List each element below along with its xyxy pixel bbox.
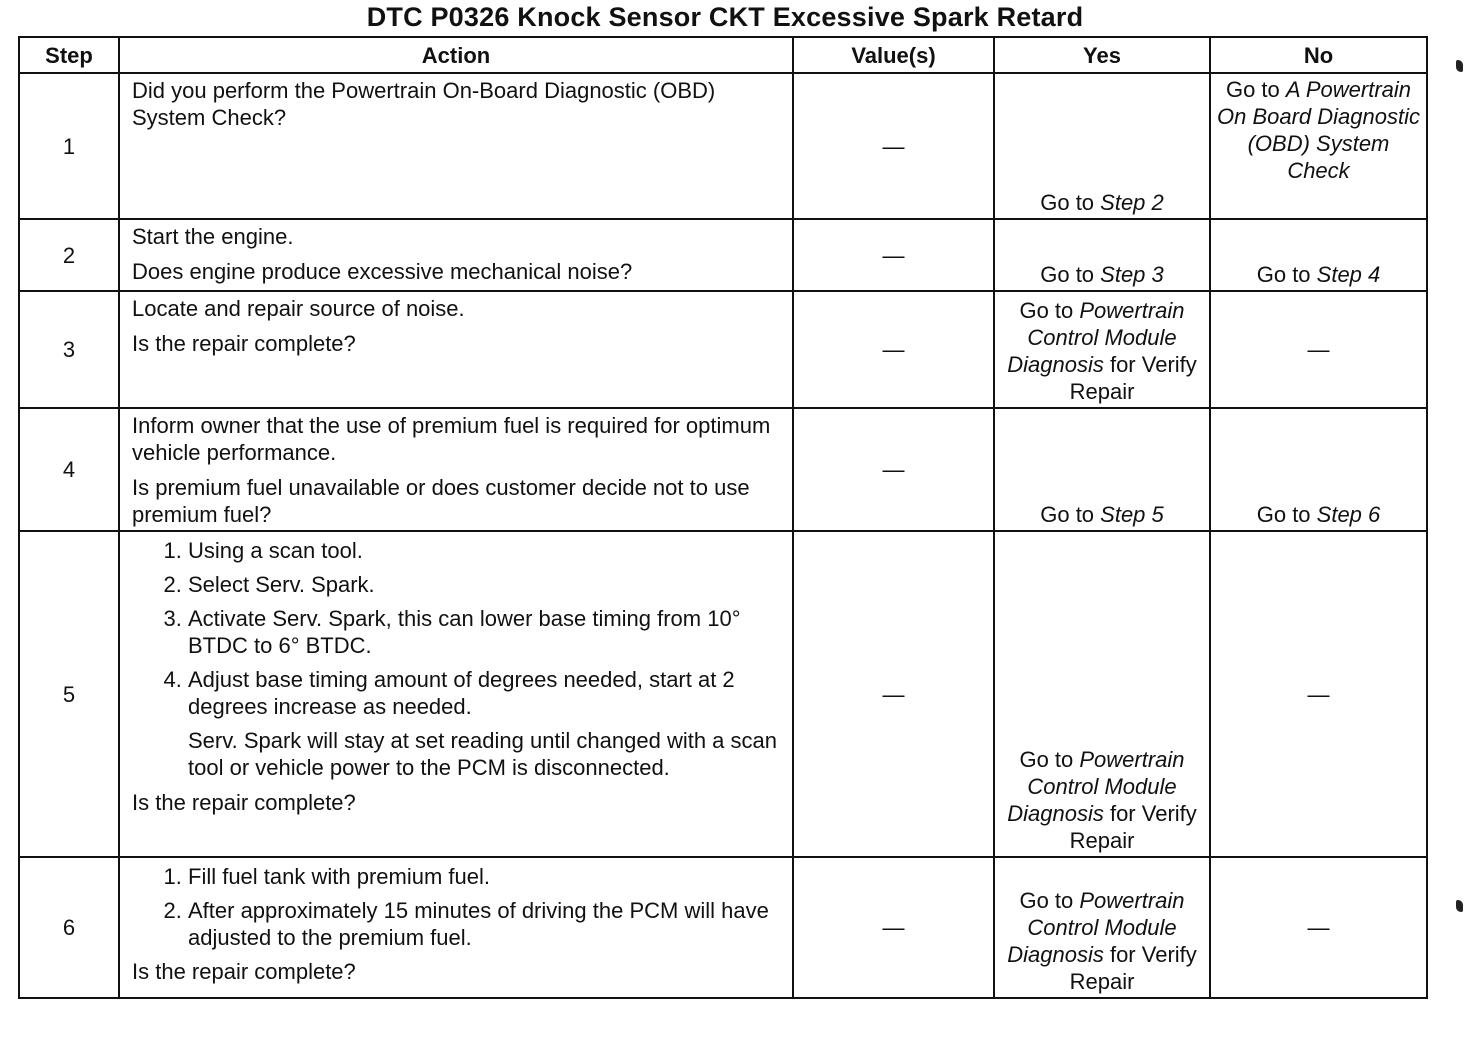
procedure-list <box>132 537 782 720</box>
action-cell <box>119 291 793 408</box>
yes-link[interactable]: Powertrain Control Module Diagnosis <box>1007 888 1185 967</box>
step-number: 5 <box>19 531 119 857</box>
yes-prefix: Go to <box>1040 190 1101 215</box>
table-row <box>19 73 1427 219</box>
value-cell: — <box>793 291 994 408</box>
action-instruction: Inform owner that the use of premium fuel is required for optimum vehicle performance. <box>132 413 771 465</box>
action-cell <box>119 408 793 531</box>
scan-mark <box>1456 60 1463 72</box>
header-step: Step <box>19 37 119 73</box>
header-yes: Yes <box>994 37 1210 73</box>
scan-mark <box>1456 900 1463 912</box>
header-values: Value(s) <box>793 37 994 73</box>
action-question: Is the repair complete? <box>132 331 356 356</box>
action-question: Is premium fuel unavailable or does customer decide not to use premium fuel? <box>132 475 750 527</box>
yes-prefix: Go to <box>1040 262 1101 287</box>
yes-link[interactable]: Step 3 <box>1100 262 1164 287</box>
no-link[interactable]: Step 4 <box>1316 262 1381 287</box>
no-prefix: Go to <box>1256 502 1317 527</box>
yes-prefix: Go to <box>1040 502 1101 527</box>
action-cell <box>119 73 793 219</box>
no-cell: — <box>1210 291 1427 408</box>
list-item: 4. Adjust base timing amount of degrees needed, start at 2 degrees increase as needed. <box>188 666 782 720</box>
yes-cell <box>994 73 1210 219</box>
no-cell: — <box>1210 531 1427 857</box>
yes-cell <box>994 219 1210 291</box>
step-number: 6 <box>19 857 119 998</box>
action-cell <box>119 857 793 998</box>
no-prefix: Go to <box>1225 77 1286 102</box>
procedure-list <box>132 863 782 951</box>
action-instruction: Locate and repair source of noise. <box>132 296 465 321</box>
no-cell <box>1210 219 1427 291</box>
yes-link[interactable]: Powertrain Control Module Diagnosis <box>1007 747 1185 826</box>
yes-prefix: Go to <box>1019 298 1080 323</box>
no-prefix: Go to <box>1256 262 1317 287</box>
list-item: 1. Using a scan tool. <box>188 537 782 564</box>
value-cell: — <box>793 219 994 291</box>
step-number: 4 <box>19 408 119 531</box>
yes-cell <box>994 857 1210 998</box>
yes-suffix: for Verify Repair <box>1069 352 1197 404</box>
list-item: 1. Fill fuel tank with premium fuel. <box>188 863 782 890</box>
action-question: Is the repair complete? <box>132 959 356 984</box>
table-row <box>19 291 1427 408</box>
table-row <box>19 408 1427 531</box>
no-cell <box>1210 408 1427 531</box>
action-question: Does engine produce excessive mechanical noise? <box>132 259 633 284</box>
no-link[interactable]: Step 6 <box>1316 502 1381 527</box>
header-row <box>19 37 1427 73</box>
procedure-note: Serv. Spark will stay at set reading until changed with a scan tool or vehicle power to the PCM is disconnected. <box>188 728 778 780</box>
yes-suffix: for Verify Repair <box>1069 801 1197 853</box>
list-item: 3. Activate Serv. Spark, this can lower base timing from 10° BTDC to 6° BTDC. <box>188 605 782 659</box>
yes-cell <box>994 531 1210 857</box>
no-link[interactable]: A Powertrain On Board Diagnostic (OBD) System Check <box>1217 77 1420 183</box>
action-cell <box>119 531 793 857</box>
yes-link[interactable]: Step 2 <box>1100 190 1164 215</box>
no-cell <box>1210 73 1427 219</box>
yes-link[interactable]: Step 5 <box>1100 502 1164 527</box>
yes-suffix: for Verify Repair <box>1069 942 1197 994</box>
action-question: Is the repair complete? <box>132 790 356 815</box>
list-item: 2. Select Serv. Spark. <box>188 571 782 598</box>
table-row <box>19 531 1427 857</box>
action-instruction: Start the engine. <box>132 224 294 249</box>
page-title: DTC P0326 Knock Sensor CKT Excessive Spark Retard <box>366 2 1084 32</box>
value-cell: — <box>793 73 994 219</box>
table-row <box>19 857 1427 998</box>
yes-cell <box>994 291 1210 408</box>
value-cell: — <box>793 408 994 531</box>
list-item: 2. After approximately 15 minutes of driving the PCM will have adjusted to the premium fuel. <box>188 897 782 951</box>
table-row <box>19 219 1427 291</box>
diagnostic-table <box>18 36 1428 999</box>
action-question: Did you perform the Powertrain On-Board Diagnostic (OBD) System Check? <box>132 78 716 130</box>
yes-prefix: Go to <box>1019 888 1080 913</box>
yes-prefix: Go to <box>1019 747 1080 772</box>
header-action: Action <box>119 37 793 73</box>
action-cell <box>119 219 793 291</box>
yes-link[interactable]: Powertrain Control Module Diagnosis <box>1007 298 1185 377</box>
step-number: 1 <box>19 73 119 219</box>
no-cell: — <box>1210 857 1427 998</box>
step-number: 2 <box>19 219 119 291</box>
value-cell: — <box>793 531 994 857</box>
value-cell: — <box>793 857 994 998</box>
yes-cell <box>994 408 1210 531</box>
step-number: 3 <box>19 291 119 408</box>
header-no: No <box>1210 37 1427 73</box>
